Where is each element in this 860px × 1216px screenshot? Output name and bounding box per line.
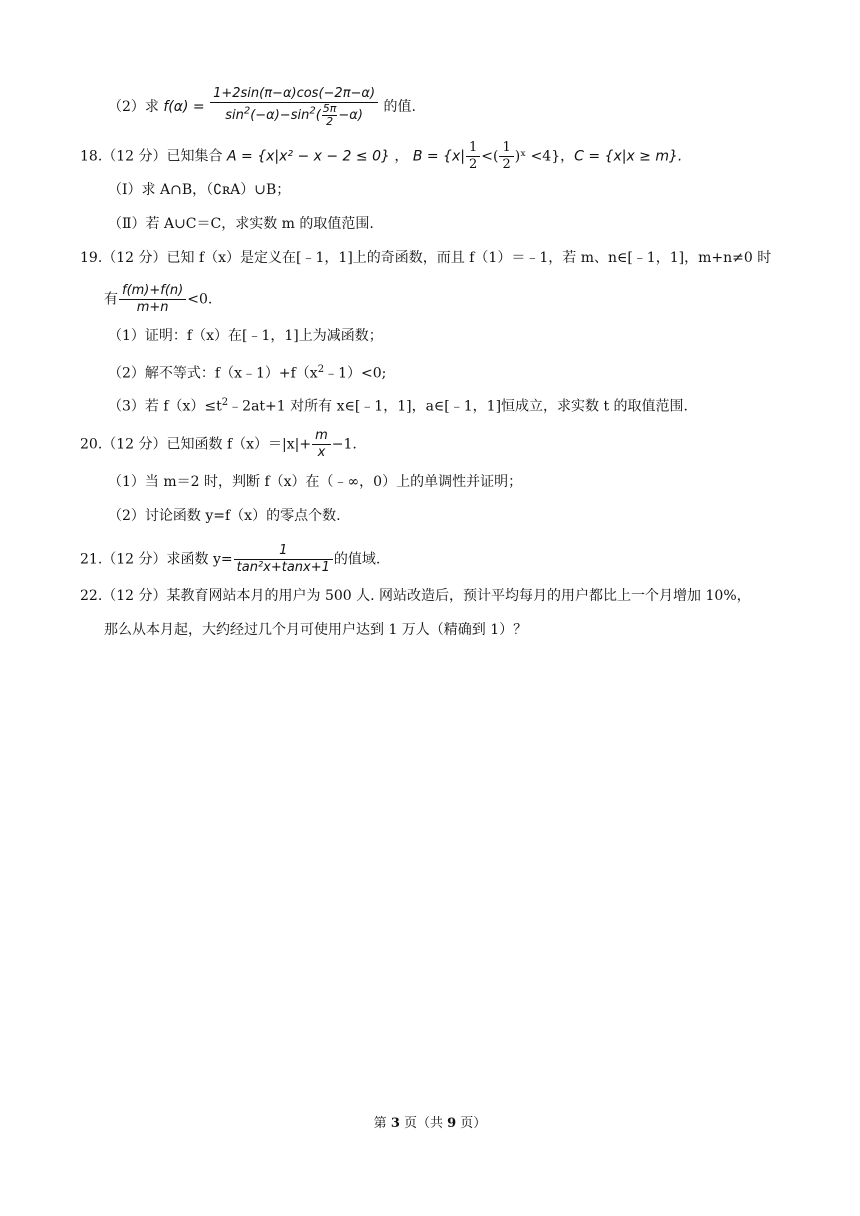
q21-frac-den: tan²x+tanx+1 [236,560,330,575]
q19-fraction [119,283,186,316]
q17-denominator [210,103,378,128]
q18-set-b-prefix: B = {x| [412,148,465,165]
q18-part2: （Ⅱ）若 A∪C＝C，求实数 m 的取值范围. [108,216,374,232]
q17-part2 [108,86,416,128]
q18-paren-den: 2 [502,157,511,172]
q21-frac-num: 1 [234,543,333,560]
footer-suffix: 页） [456,1116,487,1131]
footer-middle: 页（共 [399,1116,448,1131]
q17-den-open: ( [315,108,321,123]
q19-part2-a: （2）解不等式：f（x﹣1）+f（x [108,365,318,382]
page-footer [0,1112,860,1131]
q17-den-close: −α) [338,108,363,123]
q19-part3-a: （3）若 f（x）≤t [108,398,222,415]
q17-numerator: 1+2sin(π−α)cos(−2π−α) [210,86,378,103]
q18-set-b-suffix: )ˣ <4} [514,148,561,165]
q19-part2-sup: 2 [317,364,325,375]
q18-prefix: 18.（12 分）已知集合 [80,148,223,165]
footer-page-number: 3 [390,1116,400,1131]
q18-lt1: <( [481,148,499,165]
q21-fraction [234,543,333,576]
q19-line2 [104,283,212,316]
q19-frac-num: f(m)+f(n) [119,283,186,300]
q18-line1 [80,140,682,173]
q19-prefix: 有 [104,291,118,308]
q17-den-mid: (−α)−sin [250,108,310,123]
q19-part2 [108,360,386,384]
q19-line1: 19.（12 分）已知 f（x）是定义在[﹣1，1]上的奇函数，而且 f（1）＝﹣1，若 m、n∈[﹣1，1]，m+n≠0 时 [80,250,772,266]
q18-sep2: ， [560,148,575,165]
q18-paren-num: 1 [499,140,513,157]
q20-frac-den: x [317,445,326,460]
q20-line1 [80,428,357,461]
q20-part2: （2）讨论函数 y=f（x）的零点个数. [108,508,341,524]
q20-suffix: −1. [331,436,357,453]
q17-part2-prefix: （2）求 [108,99,159,115]
q19-suffix: <0. [187,291,213,308]
q18-half-fraction [466,140,480,173]
q21-suffix: 的值域. [333,551,381,568]
q20-part1: （1）当 m＝2 时，判断 f（x）在（﹣∞，0）上的单调性并证明； [108,474,523,490]
q19-part3-sup: 2 [221,397,229,408]
q18-half-den: 2 [468,157,478,172]
q19-part2-b: ﹣1）<0; [324,365,387,382]
q20-fraction [312,428,331,461]
q17-den-sup1: 2 [243,105,251,117]
footer-prefix: 第 [373,1116,391,1131]
q18-set-a: A = {x|x² − x − 2 ≤ 0} [226,148,390,165]
q18-paren-fraction [499,140,513,173]
q22-line2: 那么从本月起，大约经过几个月可使用户达到 1 万人（精确到 1）？ [104,622,528,638]
q21-line [80,543,380,576]
q17-inner-num: 5π [322,102,337,115]
q19-part3-b: ﹣2at+1 对所有 x∈[﹣1，1]，a∈[﹣1，1]恒成立，求实数 t 的取值范围. [228,398,689,415]
q17-lhs: f(α) = [163,99,205,115]
q22-line1: 22.（12 分）某教育网站本月的用户为 500 人. 网站改造后，预计平均每月的用户都比上一个月增加 10%， [80,588,751,604]
q20-prefix: 20.（12 分）已知函数 f（x）＝|x|+ [80,436,312,453]
footer-total-pages: 9 [447,1116,457,1131]
q18-part1: （Ⅰ）求 A∩B，（∁ʀA）∪B； [108,182,291,198]
q18-set-c: C = {x|x ≥ m}. [574,148,683,165]
q19-frac-den: m+n [136,300,169,315]
q17-fraction [210,86,378,128]
q17-inner-den: 2 [326,115,334,128]
q18-sep1: ， [394,148,409,165]
q17-den-inner-fraction [322,103,338,128]
q19-part3 [108,393,688,417]
q18-half-num: 1 [466,140,480,157]
q19-part1: （1）证明：f（x）在[﹣1，1]上为减函数； [108,328,383,344]
q17-den-sup2: 2 [309,105,316,117]
q20-frac-num: m [312,428,331,445]
q17-den-sin1: sin [225,108,244,123]
q21-prefix: 21.（12 分）求函数 y= [80,551,233,568]
q17-suffix: 的值. [383,99,416,115]
